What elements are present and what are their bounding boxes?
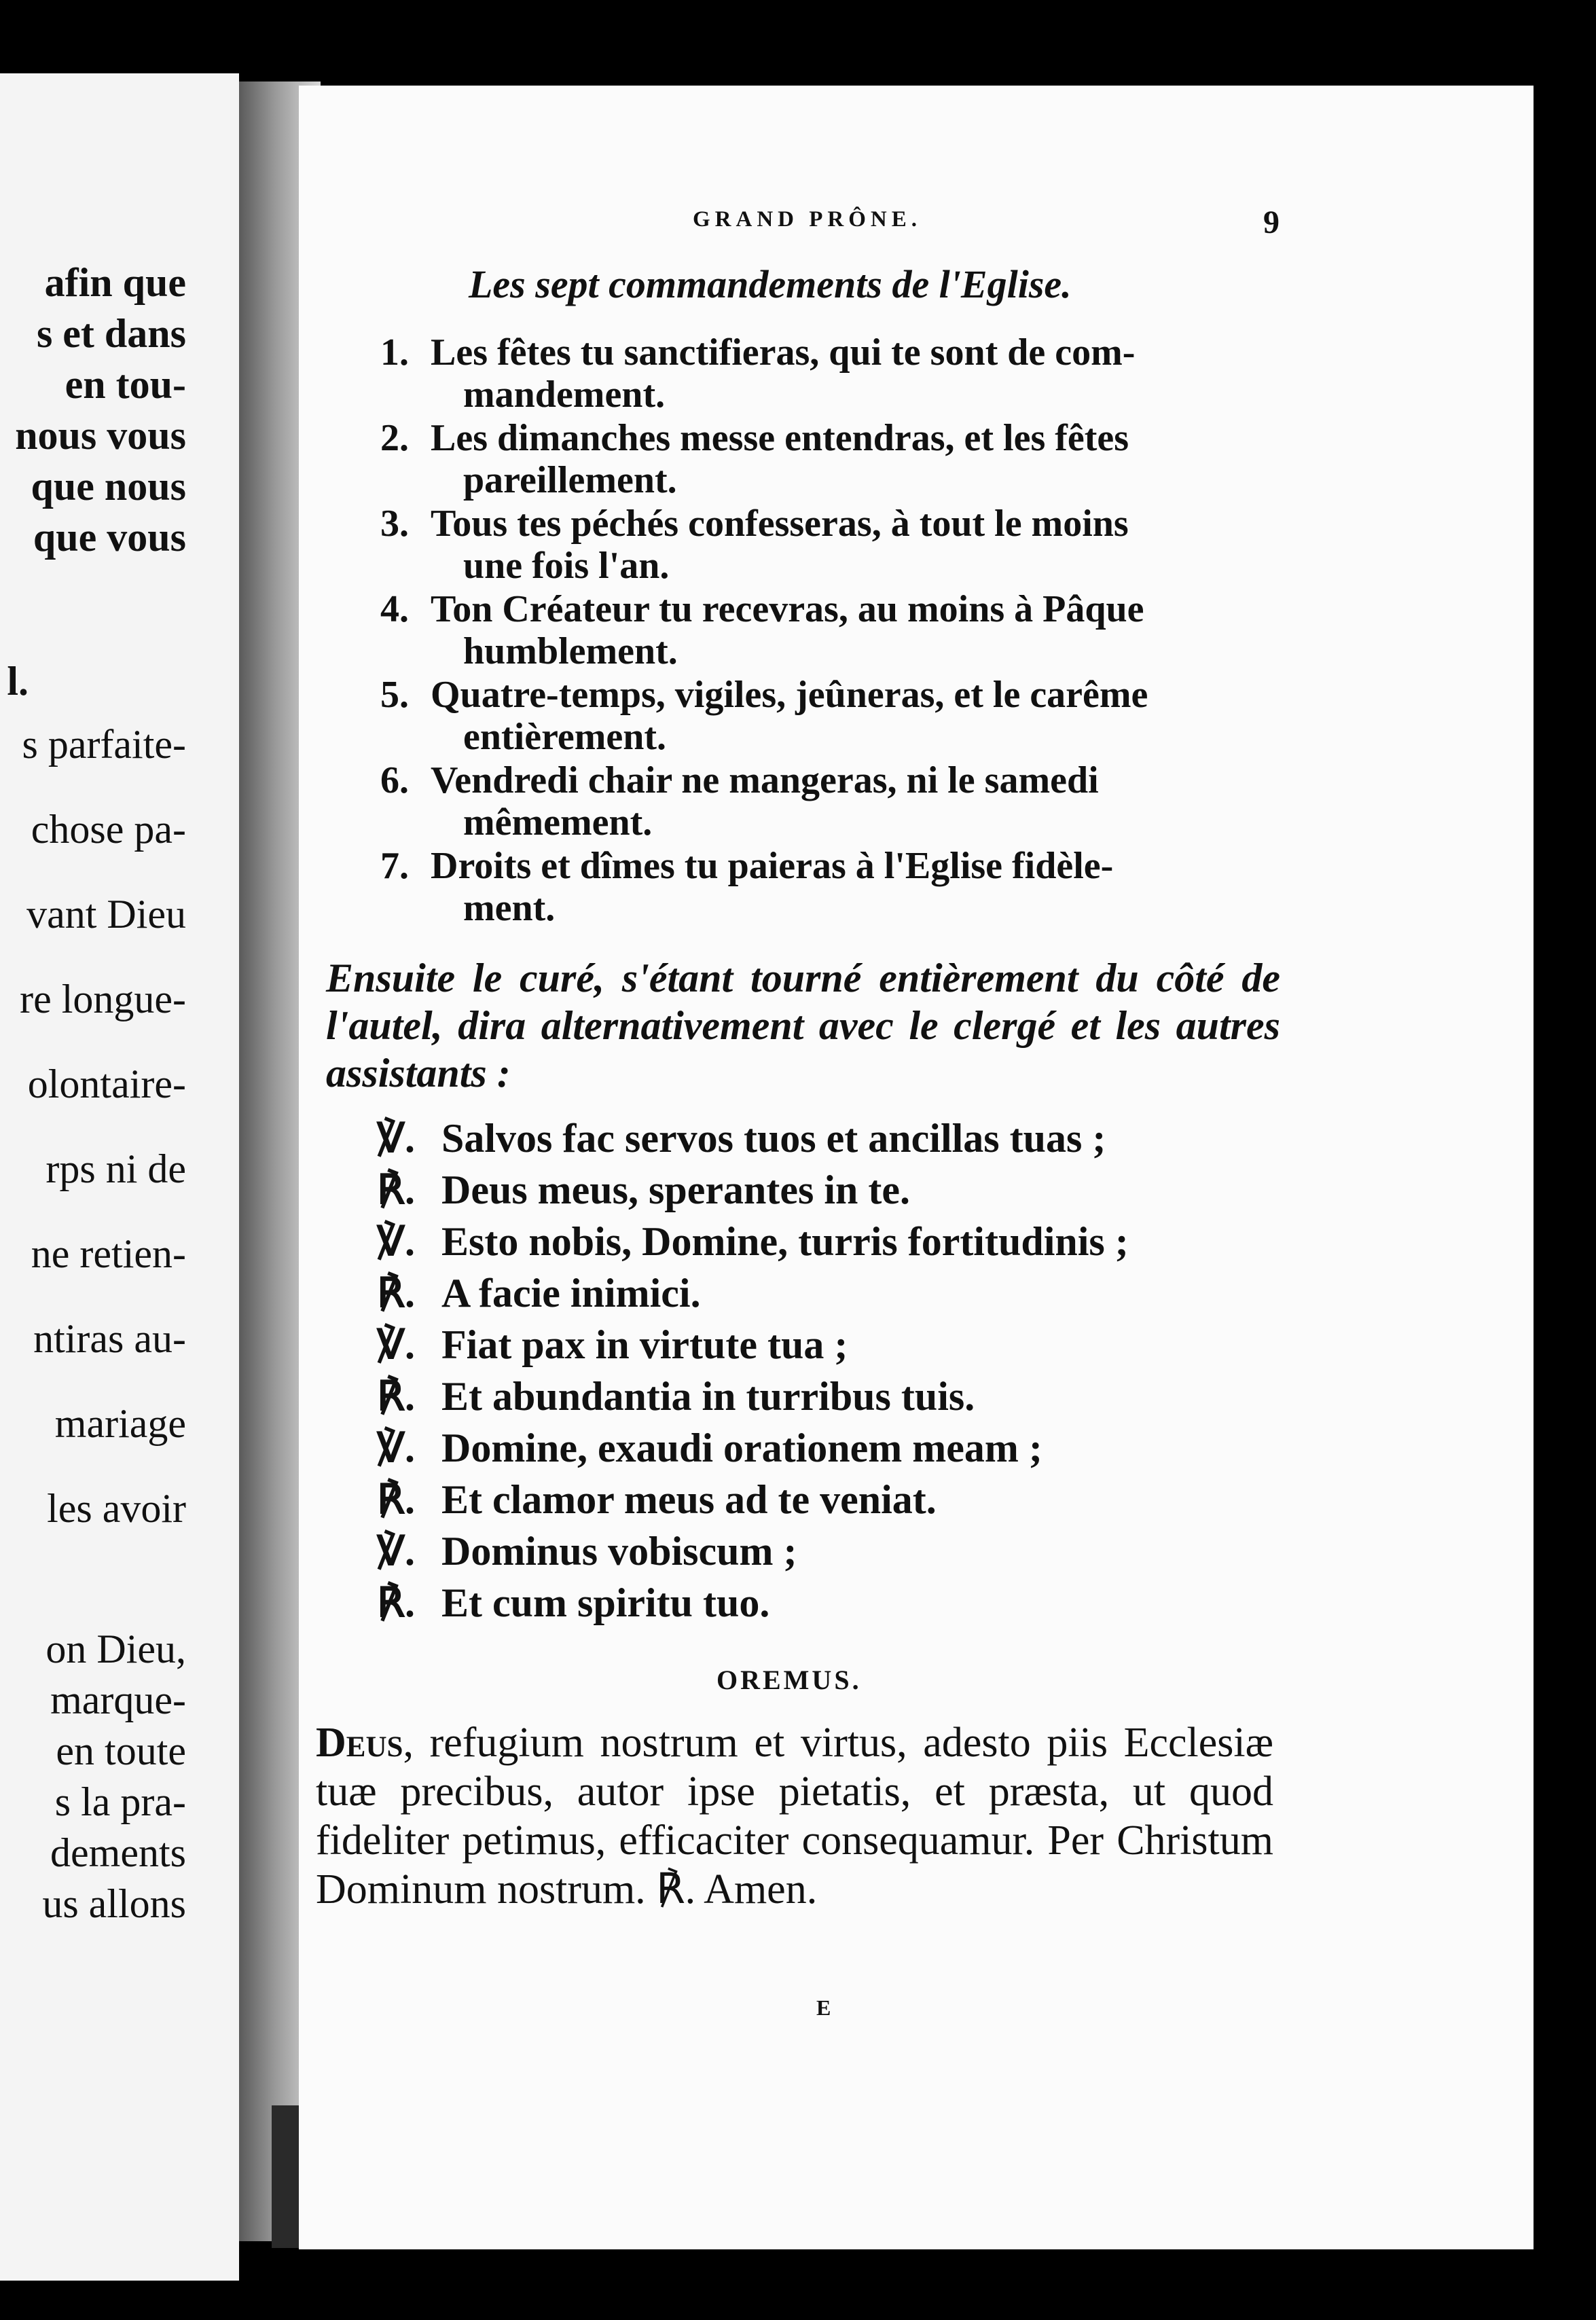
page-number: 9: [1263, 204, 1280, 240]
response-line: [377, 1164, 910, 1216]
left-line: mariage: [54, 1401, 186, 1446]
oremus-heading: OREMUS.: [717, 1665, 862, 1695]
commandment-continuation: une fois l'an.: [463, 545, 670, 587]
left-line: que vous: [33, 515, 186, 560]
left-line: on Dieu,: [46, 1627, 186, 1671]
rubric-instruction: Ensuite le curé, s'étant tourné entièrement du côté de l'autel, dira alternativement avec le clergé et les autres assistants :: [326, 956, 1280, 1095]
response-text: A facie inimici.: [441, 1271, 701, 1316]
left-line: afin que: [44, 260, 186, 305]
left-line: dements: [50, 1830, 186, 1875]
commandment-continuation: mandement.: [463, 374, 666, 416]
response-symbol: ℟.: [377, 1580, 416, 1625]
versicle-line: [377, 1319, 848, 1371]
left-line: rps ni de: [46, 1146, 186, 1191]
versicle-line: [377, 1525, 797, 1577]
left-line: us allons: [42, 1881, 186, 1926]
response-line: [377, 1267, 701, 1319]
commandment-item: [380, 588, 1284, 672]
response-line: [377, 1371, 975, 1422]
left-line: chose pa-: [31, 807, 186, 852]
left-line: s la pra-: [54, 1779, 186, 1824]
left-line: vant Dieu: [26, 892, 186, 937]
commandment-number: 4.: [380, 588, 409, 630]
left-line: re longue-: [20, 977, 186, 1021]
versicle-symbol: ℣.: [377, 1116, 416, 1161]
response-text: Deus meus, sperantes in te.: [441, 1167, 910, 1212]
left-line: l.: [7, 659, 29, 704]
versicle-line: [377, 1112, 1106, 1164]
response-text: Et clamor meus ad te veniat.: [441, 1477, 937, 1522]
commandment-item: [380, 417, 1284, 501]
versicle-text: Salvos fac servos tuos et ancillas tuas ;: [441, 1116, 1106, 1161]
commandment-number: 3.: [380, 503, 409, 545]
versicle-symbol: ℣.: [377, 1219, 416, 1264]
running-head: GRAND PRÔNE.: [693, 207, 922, 232]
commandment-text: Droits et dîmes tu paieras à l'Eglise fidèle-: [431, 845, 1114, 887]
commandment-number: 5.: [380, 674, 409, 716]
left-line: s et dans: [36, 311, 186, 356]
commandment-item: [380, 674, 1284, 758]
commandment-item: [380, 759, 1284, 844]
versicle-line: [377, 1216, 1129, 1267]
commandment-number: 7.: [380, 845, 409, 887]
commandment-continuation: mêmement.: [463, 801, 653, 844]
left-line: olontaire-: [27, 1062, 186, 1106]
commandment-continuation: pareillement.: [463, 459, 677, 501]
commandment-text: Quatre-temps, vigiles, jeûneras, et le carême: [431, 674, 1148, 716]
commandment-item: [380, 845, 1284, 929]
versicle-line: [377, 1422, 1042, 1474]
response-text: Et abundantia in turribus tuis.: [441, 1374, 975, 1419]
response-line: [377, 1577, 769, 1629]
commandment-continuation: ment.: [463, 887, 556, 929]
left-line: les avoir: [47, 1486, 186, 1531]
commandment-item: [380, 331, 1284, 416]
versicle-text: Domine, exaudi orationem meam ;: [441, 1426, 1042, 1470]
left-line: nous vous: [15, 413, 186, 458]
left-line: que nous: [31, 464, 186, 509]
commandment-text: Ton Créateur tu recevras, au moins à Pâque: [431, 588, 1144, 630]
response-symbol: ℟.: [377, 1374, 416, 1419]
collect-prayer: [316, 1718, 1273, 1914]
commandment-number: 1.: [380, 331, 409, 374]
prayer-first-word: Deus: [316, 1720, 403, 1766]
signature-mark: E: [816, 1995, 831, 2020]
commandment-text: Les fêtes tu sanctifieras, qui te sont de com-: [431, 331, 1136, 374]
left-line: en tou-: [65, 362, 186, 407]
versicle-text: Fiat pax in virtute tua ;: [441, 1322, 848, 1367]
previous-page-fragment: [0, 73, 239, 2281]
section-title: Les sept commandements de l'Eglise.: [469, 262, 1072, 306]
response-text: Et cum spiritu tuo.: [441, 1580, 770, 1625]
commandment-number: 2.: [380, 417, 409, 459]
commandment-number: 6.: [380, 759, 409, 801]
prayer-text: , refugium nostrum et virtus, adesto piis Ecclesiæ tuæ precibus, autor ipse pietatis, et præsta, ut quod fideliter petimus, efficaciter consequamur. Per Christum Dominum nostrum. ℟. Amen.: [316, 1720, 1273, 1913]
left-line: ne retien-: [31, 1231, 186, 1276]
commandment-continuation: humblement.: [463, 630, 678, 672]
commandment-continuation: entièrement.: [463, 716, 667, 758]
versicle-text: Esto nobis, Domine, turris fortitudinis ;: [441, 1219, 1129, 1264]
left-line: ntiras au-: [33, 1316, 186, 1361]
commandment-text: Tous tes péchés confesseras, à tout le moins: [431, 503, 1129, 545]
left-line: marque-: [50, 1678, 186, 1722]
left-line: s parfaite-: [22, 722, 186, 767]
response-symbol: ℟.: [377, 1477, 416, 1522]
left-line: en toute: [56, 1728, 186, 1773]
response-symbol: ℟.: [377, 1271, 416, 1316]
commandment-text: Les dimanches messe entendras, et les fêtes: [431, 417, 1129, 459]
response-symbol: ℟.: [377, 1167, 416, 1212]
versicle-text: Dominus vobiscum ;: [441, 1529, 797, 1574]
versicle-symbol: ℣.: [377, 1322, 416, 1367]
versicle-symbol: ℣.: [377, 1529, 416, 1574]
response-line: [377, 1474, 937, 1525]
versicle-symbol: ℣.: [377, 1426, 416, 1470]
commandment-item: [380, 503, 1284, 587]
commandment-text: Vendredi chair ne mangeras, ni le samedi: [431, 759, 1099, 801]
